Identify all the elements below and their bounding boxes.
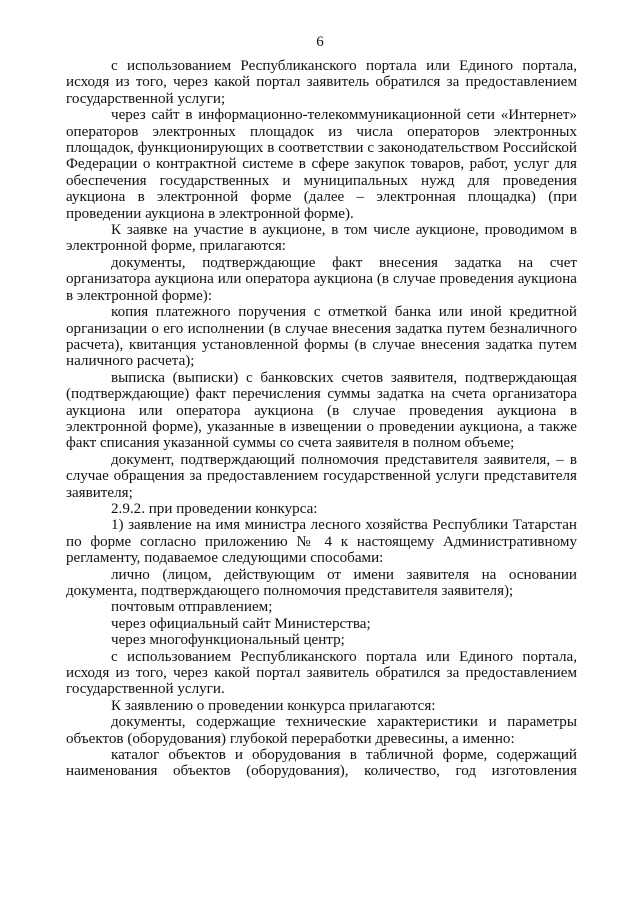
paragraph: с использованием Республиканского портала или Единого портала, исходя из того, через какой портал заявитель обратился за предоставлением государственной услуги; [66, 58, 577, 107]
paragraph: через сайт в информационно-телекоммуникационной сети «Интернет» операторов электронных площадок из числа операторов электронных площадок, функционирующих в соответствии с законодательством Российской Федерации о контрактной системе в сфере закупок товаров, работ, услуг для обеспечения государственных и муниципальных нужд для проведения аукциона в электронной форме (далее – электронная площадка) (при проведении аукциона в электронной форме). [66, 107, 577, 222]
paragraph: с использованием Республиканского портала или Единого портала, исходя из того, через какой портал заявитель обратился за предоставлением государственной услуги. [66, 648, 577, 698]
paragraph: 1) заявление на имя министра лесного хозяйства Республики Татарстан по форме согласно приложению № 4 к настоящему Административному регламенту, подаваемое следующими способами: [66, 517, 577, 567]
paragraph: документы, содержащие технические характеристики и параметры объектов (оборудования) глубокой переработки древесины, а именно: [66, 714, 577, 747]
paragraph: К заявлению о проведении конкурса прилагаются: [111, 697, 436, 714]
paragraph: документы, подтверждающие факт внесения задатка на счет организатора аукциона или оператора аукциона (в случае проведения аукциона в электронной форме): [66, 254, 577, 304]
paragraph: 2.9.2. при проведении конкурса: [111, 500, 318, 517]
page-number: 6 [316, 34, 324, 50]
paragraph: почтовым отправлением; [111, 599, 273, 616]
paragraph: через официальный сайт Министерства; [111, 615, 371, 632]
paragraph: через многофункциональный центр; [111, 632, 345, 649]
document-body [66, 58, 577, 780]
paragraph: копия платежного поручения с отметкой банка или иной кредитной организации о его исполнении (в случае внесения задатка путем безналичного расчета), квитанция установленной формы (в случае внесения задатка путем наличного расчета); [66, 304, 577, 370]
paragraph: лично (лицом, действующим от имени заявителя на основании документа, подтверждающего полномочия представителя заявителя); [66, 566, 577, 599]
paragraph: каталог объектов и оборудования в табличной форме, содержащий наименования объектов (оборудования), количество, год изготовления [66, 747, 577, 780]
paragraph: документ, подтверждающий полномочия представителя заявителя, – в случае обращения за предоставлением государственной услуги представителя заявителя; [66, 451, 577, 501]
paragraph: К заявке на участие в аукционе, в том числе аукционе, проводимом в электронной форме, прилагаются: [66, 222, 577, 255]
paragraph: выписка (выписки) с банковских счетов заявителя, подтверждающая (подтверждающие) факт перечисления суммы задатка на счета организатора аукциона или оператора аукциона (в случае проведения аукциона в электронной форме), указанные в извещении о проведении аукциона, а также факт списания указанной суммы со счета заявителя в полном объеме; [66, 369, 577, 452]
